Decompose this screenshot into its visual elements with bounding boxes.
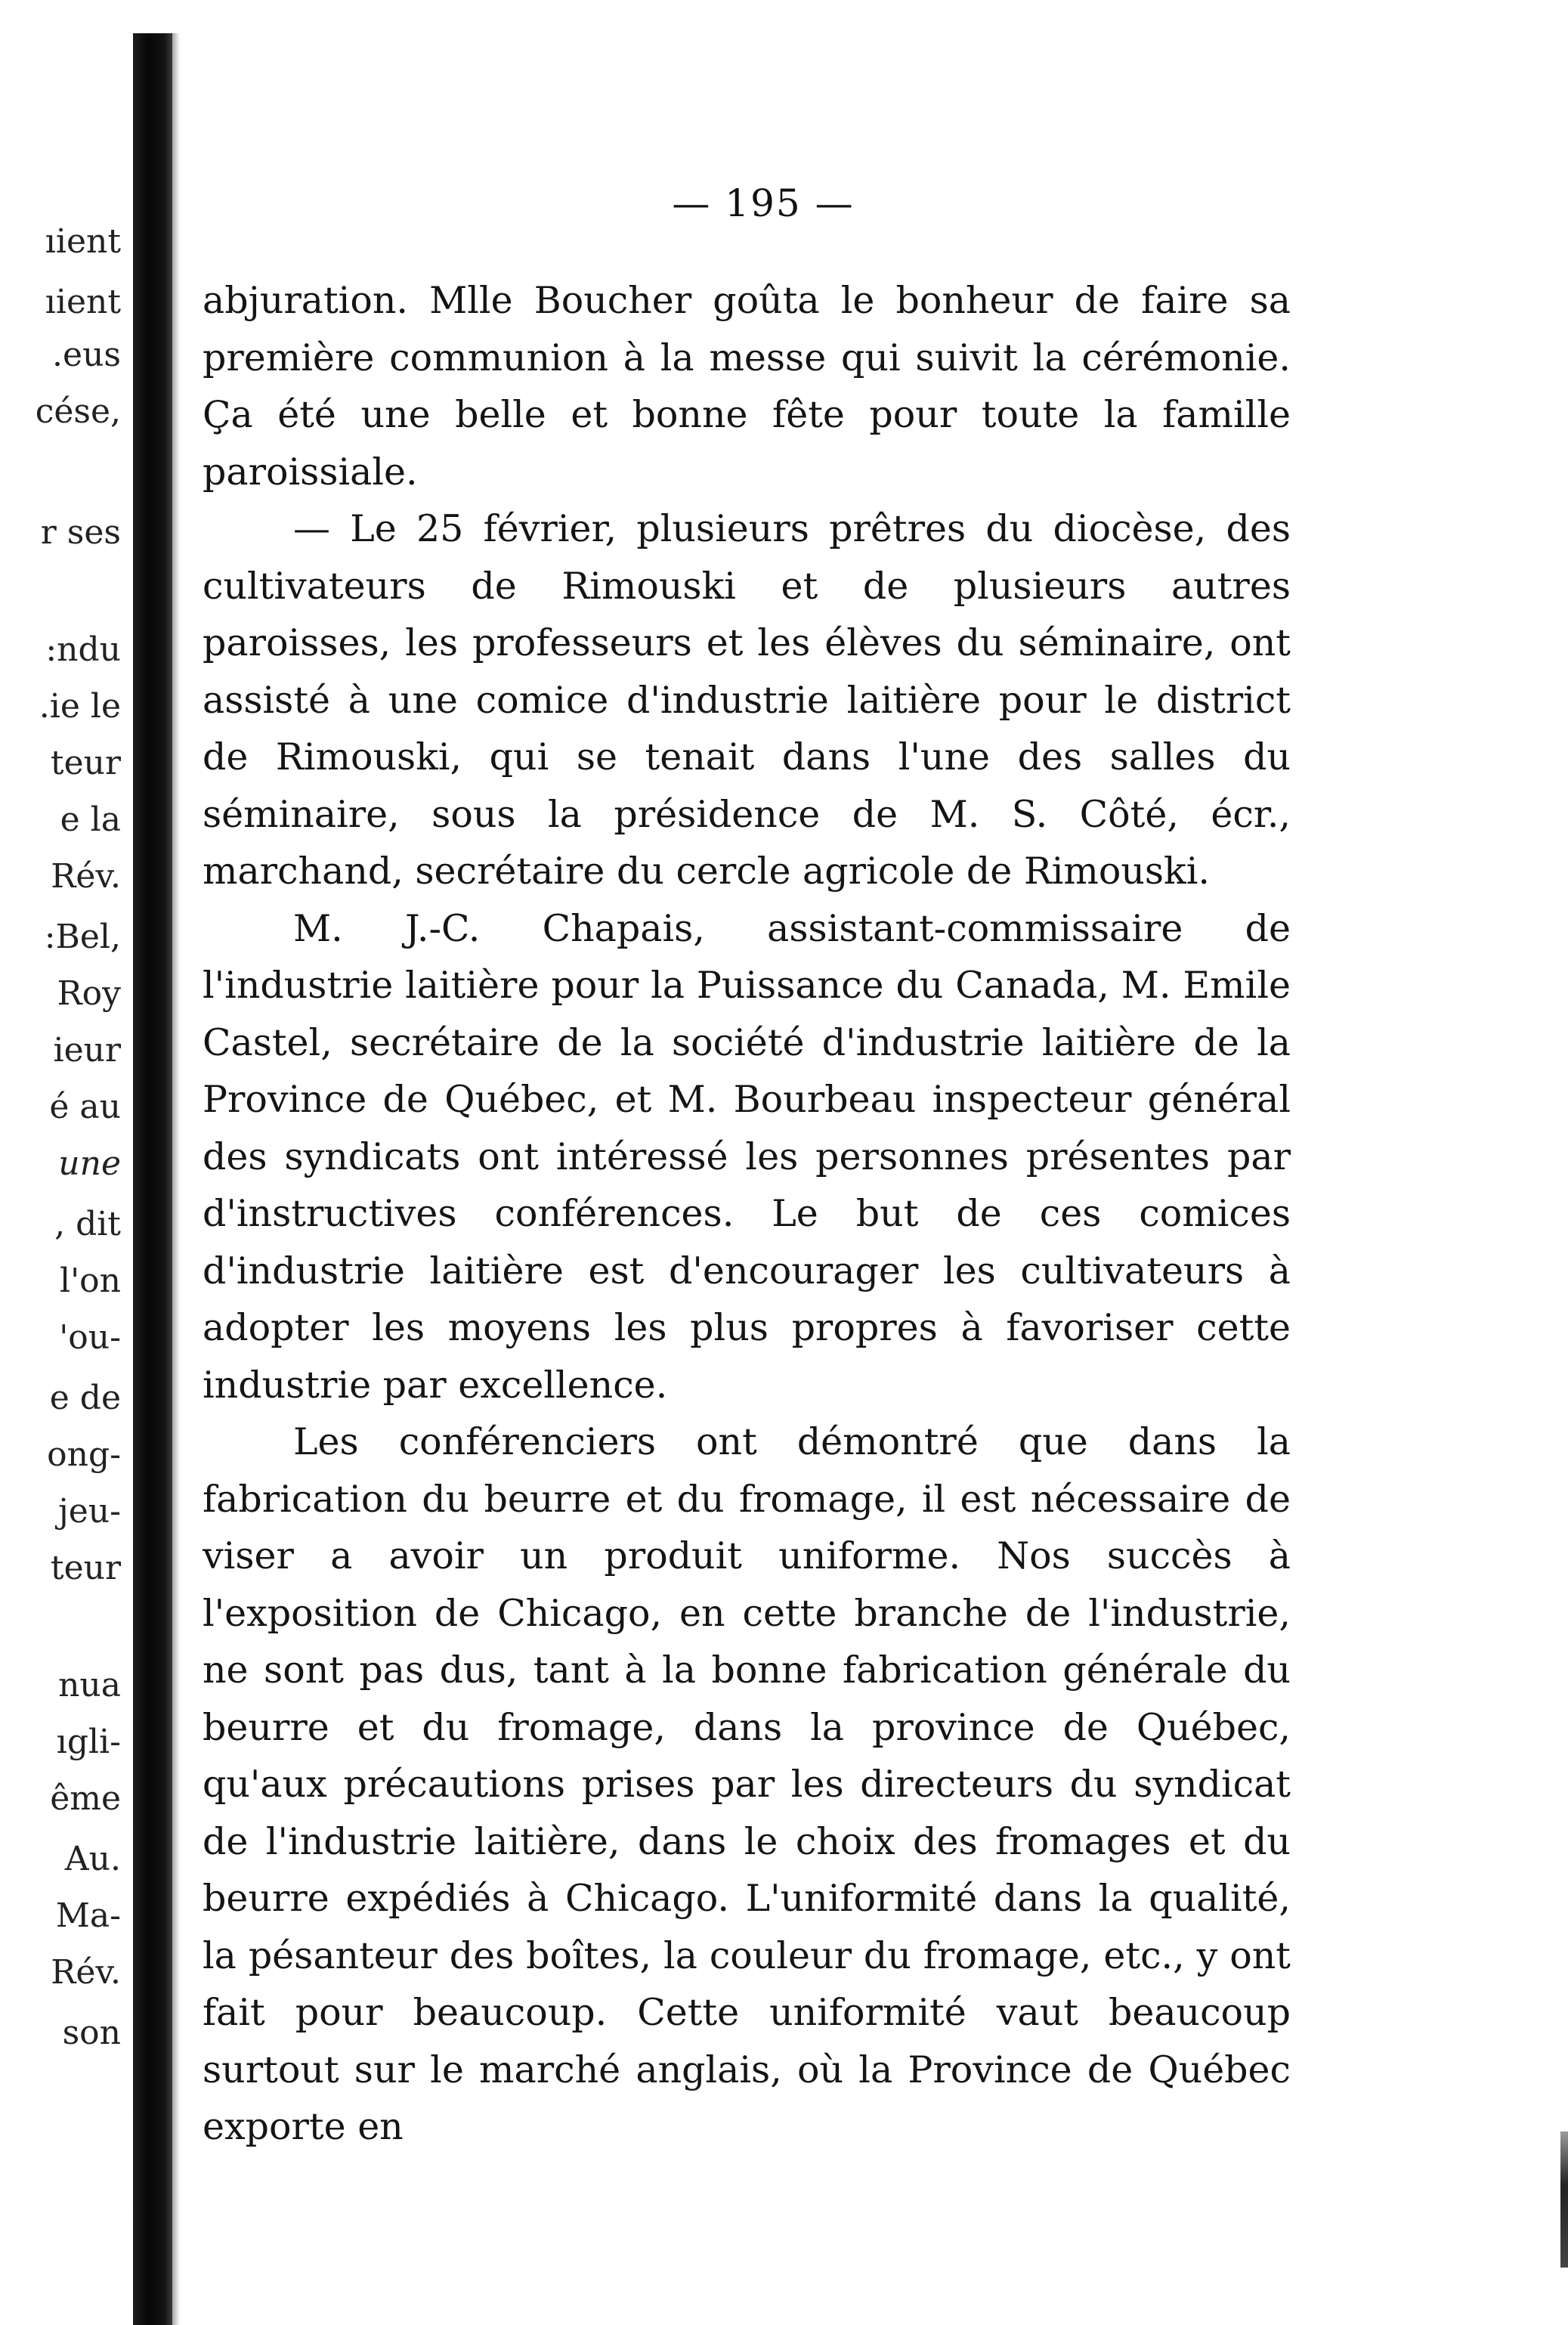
facing-page-fragment: nua: [58, 1666, 121, 1704]
facing-page-fragment: teur: [50, 1549, 121, 1587]
facing-page-fragment: :ndu: [45, 630, 121, 669]
facing-page-fragment: .ie le: [39, 687, 121, 726]
facing-page-fragment: ong-: [47, 1435, 121, 1474]
facing-page-fragment: , dit: [54, 1205, 121, 1243]
paragraph: Les conférenciers ont démontré que dans la fabrication du beurre et du fromage, il est nécessaire de viser a avoir un produit uniforme. Nos succès à l'exposition de Chicago, en cette branche de l'industrie, ne sont pas dus, tant à la bonne fabrication générale du beurre et du fromage, dans la province de Québec, qu'aux précautions prises par les directeurs du syndicat de l'industrie laitière, dans le choix des fromages et du beurre expédiés à Chicago. L'uniformité dans la qualité, la pésanteur des boîtes, la couleur du fromage, etc., y ont fait pour beaucoup. Cette uniformité vaut beaucoup surtout sur le marché anglais, où la Province de Québec exporte en: [203, 1420, 1291, 2148]
facing-page-fragment: ıient: [45, 222, 121, 261]
page-number: — 195 —: [672, 181, 855, 225]
facing-page-fragment: e la: [60, 800, 121, 839]
paragraph: — Le 25 février, plusieurs prêtres du diocèse, des cultivateurs de Rimouski et de plusieurs autres paroisses, les professeurs et les élèves du séminaire, ont assisté à une comice d'industrie laitière pour le district de Rimouski, qui se tenait dans l'une des salles du séminaire, sous la présidence de M. S. Côté, écr., marchand, secrétaire du cercle agricole de Rimouski.: [203, 507, 1291, 893]
paragraph: abjuration. Mlle Boucher goûta le bonheur de faire sa première communion à la messe qui suivit la cérémonie. Ça été une belle et bonne fête pour toute la famille paroissiale.: [203, 279, 1291, 494]
facing-page-fragment: r ses: [40, 513, 121, 552]
scan-edge-mark: [1560, 2132, 1568, 2268]
facing-page-fragment: e de: [49, 1379, 121, 1417]
facing-page-fragment: Au.: [64, 1840, 121, 1878]
facing-page-fragment: teur: [50, 744, 121, 782]
body-text: [203, 272, 1291, 2156]
book-binding-shadow: [133, 33, 172, 2325]
facing-page-fragment: une: [58, 1144, 121, 1183]
facing-page-fragment: son: [62, 2014, 121, 2052]
facing-page-fragment: Roy: [57, 974, 121, 1013]
facing-page-fragment: Ma-: [55, 1896, 121, 1935]
facing-page-fragment: ieur: [53, 1031, 121, 1070]
facing-page-fragment: jeu-: [58, 1492, 121, 1531]
facing-page-fragment: cése,: [35, 392, 121, 431]
facing-page-fragment: ıient: [45, 283, 121, 321]
facing-page-fragment: :Bel,: [44, 918, 121, 956]
facing-page-fragment: ıgli-: [56, 1723, 121, 1761]
facing-page-fragment: é au: [49, 1088, 121, 1126]
facing-page-fragment: Rév.: [51, 1953, 121, 1992]
facing-page-fragment: Rév.: [51, 857, 121, 896]
facing-page-fragment: ême: [50, 1779, 121, 1818]
facing-page-fragment: l'on: [60, 1262, 121, 1300]
paragraph: M. J.-C. Chapais, assistant-commissaire de l'industrie laitière pour la Puissance du Canada, M. Emile Castel, secrétaire de la société d'industrie laitière de la Province de Québec, et M. Bourbeau inspecteur général des syndicats ont intéressé les personnes présentes par d'instructives conférences. Le but de ces comices d'industrie laitière est d'encourager les cultivateurs à adopter les moyens les plus propres à favoriser cette industrie par excellence.: [203, 906, 1291, 1407]
facing-page-fragment: .eus: [52, 336, 121, 374]
facing-page-fragment: 'ou-: [59, 1318, 121, 1357]
